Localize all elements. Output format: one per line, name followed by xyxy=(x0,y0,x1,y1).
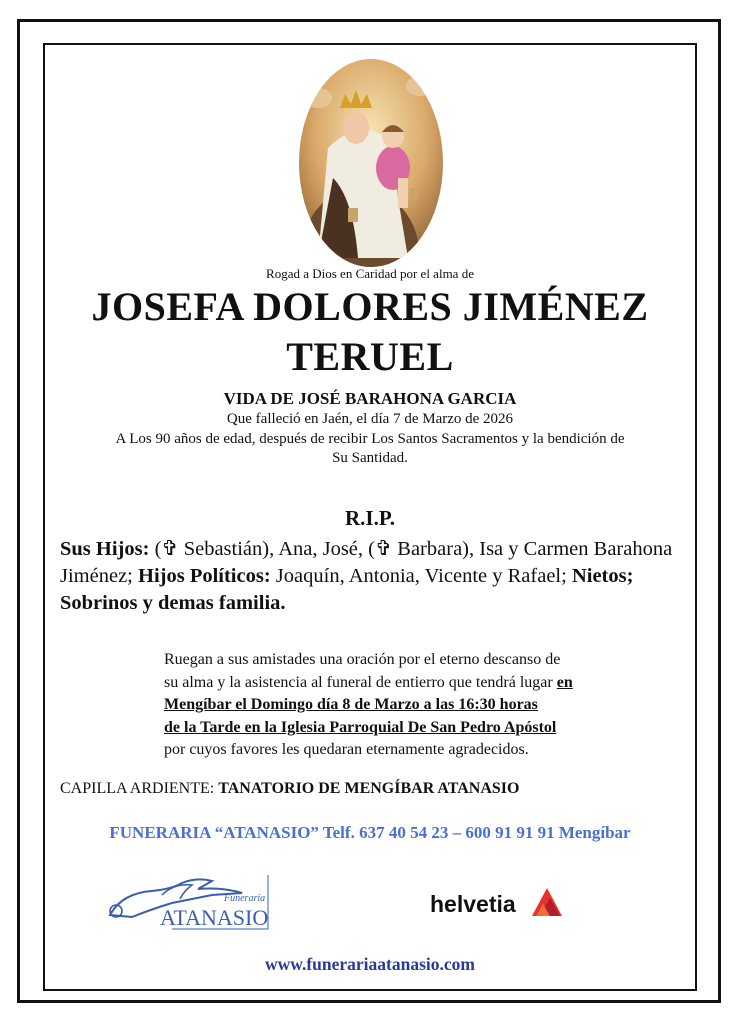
funeral-line2 xyxy=(164,672,684,695)
funeral-home-contact: FUNERARIA “ATANASIO” Telf. 637 40 54 23 – 600 91 91 91 Mengíbar xyxy=(109,823,631,842)
age-info-line1: A Los 90 años de edad, después de recibir Los Santos Sacramentos y la bendición de xyxy=(115,431,625,447)
funeral-line1: Ruegan a sus amistades una oración por el eterno descanso de xyxy=(164,651,561,668)
funeral-line5: por cuyos favores les quedaran eternamente agradecidos. xyxy=(164,741,529,758)
virgin-portrait-image xyxy=(298,58,444,268)
death-info: Que falleció en Jaén, el día 7 de Marzo de 2026 xyxy=(226,411,514,427)
chapel-value: TANATORIO DE MENGÍBAR ATANASIO xyxy=(218,780,520,797)
in-laws-label: Hijos Políticos: xyxy=(138,565,271,587)
children-label: Sus Hijos: xyxy=(60,538,150,560)
funeral-line2-underlined: en xyxy=(556,673,573,691)
deceased-name-line1: JOSEFA DOLORES JIMÉNEZ xyxy=(91,284,649,329)
family-list xyxy=(60,536,700,617)
children-names: (✞ Sebastián), Ana, José, (✞ Barbara), Isa y Carmen Barahona Jiménez; xyxy=(60,538,673,587)
funeral-date-time: Mengíbar el Domingo día 8 de Marzo a las 16:30 horas xyxy=(164,696,538,713)
atanasio-logo-small-text: Funeraria xyxy=(224,893,266,904)
chapel-label: CAPILLA ARDIENTE: xyxy=(60,780,219,797)
funeral-line2-text: su alma y la asistencia al funeral de entierro que tendrá lugar xyxy=(164,673,557,691)
deceased-name-line2: TERUEL xyxy=(286,334,454,379)
deceased-name xyxy=(50,282,690,382)
chapel-info xyxy=(60,780,519,798)
helvetia-logo xyxy=(430,884,565,922)
grandchildren-label: Nietos; Sobrinos y demas familia. xyxy=(60,565,634,614)
funeral-notice xyxy=(164,649,684,762)
funeral-location: de la Tarde en la Iglesia Parroquial De San Pedro Apóstol xyxy=(164,718,557,736)
age-info-line2: Su Santidad. xyxy=(332,450,408,466)
widow-of: VIDA DE JOSÉ BARAHONA GARCIA xyxy=(223,389,517,408)
atanasio-logo-big-text: ATANASIO xyxy=(160,905,269,930)
age-info xyxy=(50,430,690,468)
atanasio-logo xyxy=(102,873,270,931)
in-laws-names: Joaquín, Antonia, Vicente y Rafael; xyxy=(270,565,572,587)
prayer-intro: Rogad a Dios en Caridad por el alma de xyxy=(266,266,474,281)
helvetia-logo-text: helvetia xyxy=(430,891,516,917)
website-link[interactable]: www.funerariaatanasio.com xyxy=(265,954,475,974)
rip-heading: R.I.P. xyxy=(345,506,395,530)
